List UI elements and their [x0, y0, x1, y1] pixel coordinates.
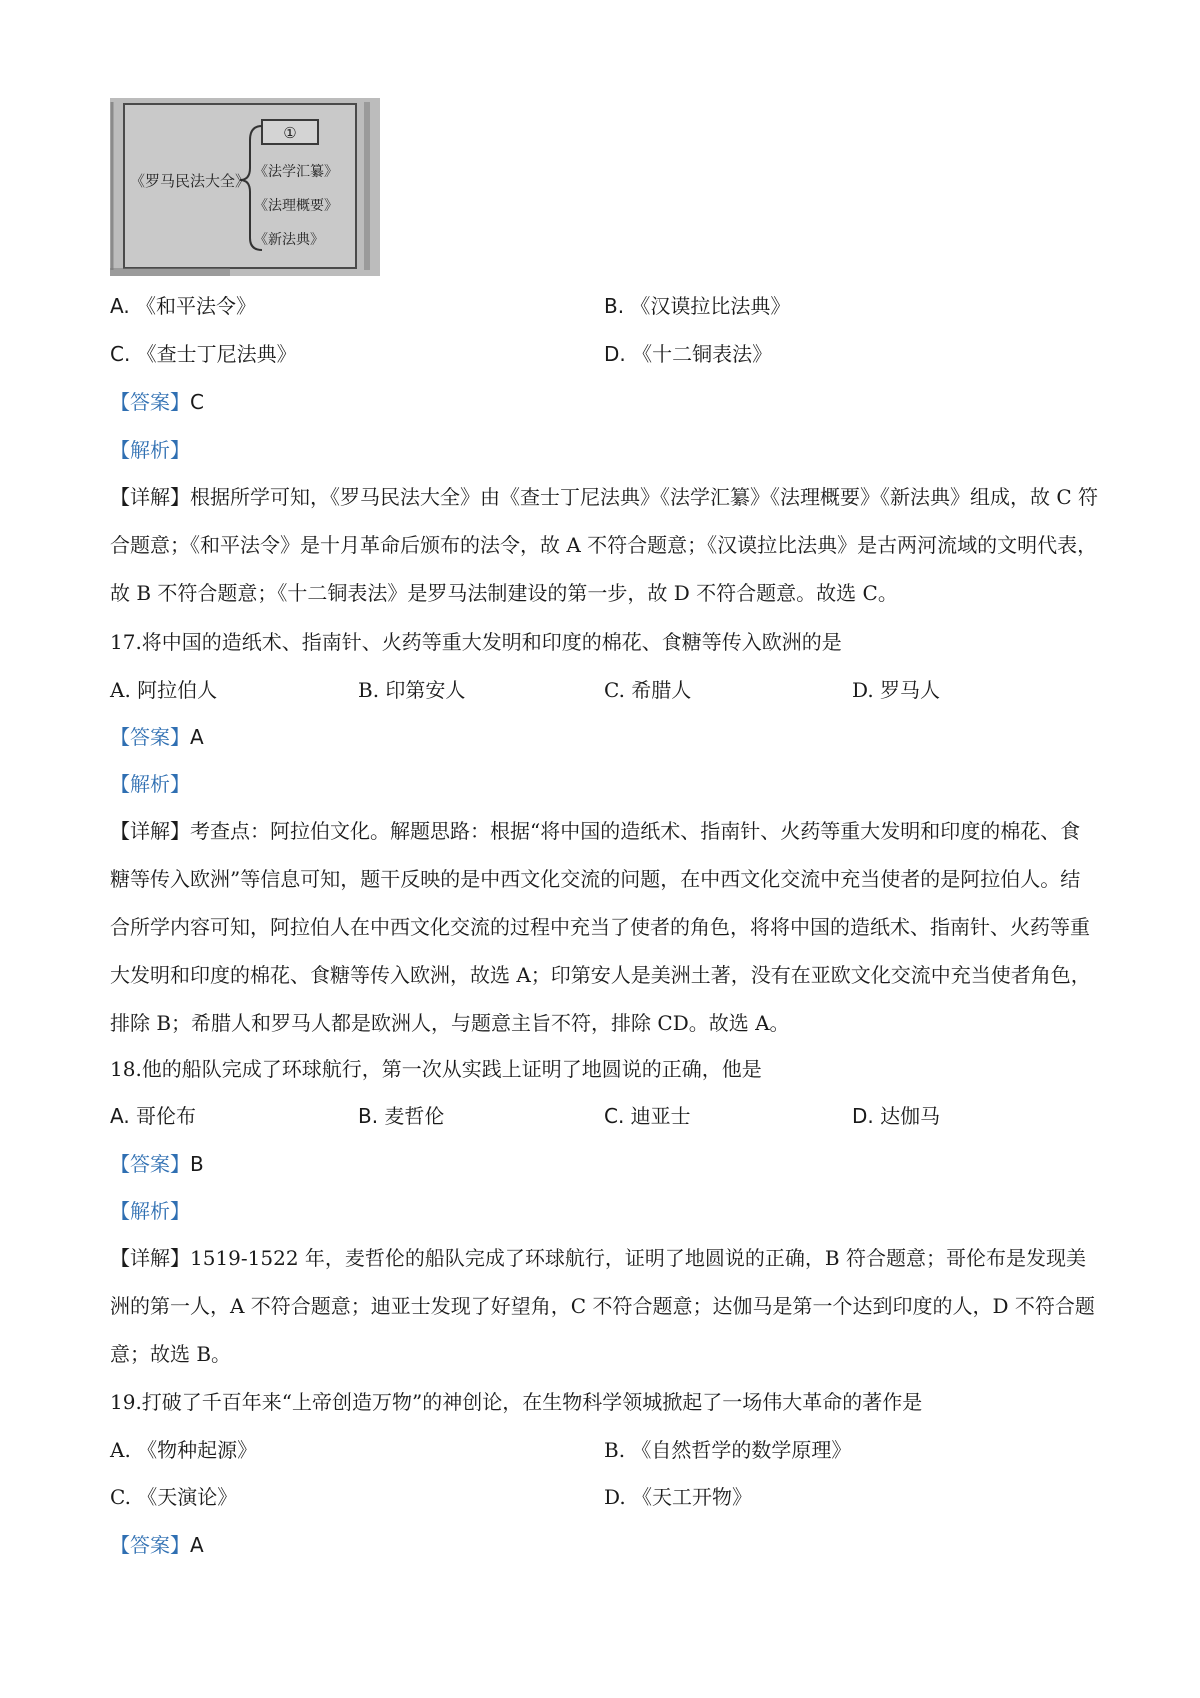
detail-tag: 【详解】 [110, 1246, 190, 1270]
q18-analysis [110, 1198, 1100, 1224]
diagram-item: 《法理概要》 [254, 198, 338, 214]
diagram-item: 《法学汇纂》 [254, 164, 338, 180]
q19-question: 19.打破了千百年来“上帝创造万物”的神创论，在生物科学领城掀起了一场伟大革命的著作是 [110, 1390, 923, 1414]
q17-question: 17.将中国的造纸术、指南针、火药等重大发明和印度的棉花、食糖等传入欧洲的是 [110, 630, 842, 654]
circle-label: ① [283, 124, 297, 142]
detail-text: 考查点：阿拉伯文化。解题思路：根据“将中国的造纸术、指南针、火药等重大发明和印度的棉花、食糖等传入欧洲”等信息可知，题干反映的是中西文化交流的问题，在中西文化交流中充当使者的是阿拉伯人。结合所学内容可知，阿拉伯人在中西文化交流的过程中充当了使者的角色，将将中国的造纸术、指南针、火药等重大发明和印度的棉花、食糖等传入欧洲，故选 A；印第安人是美洲土著，没有在亚欧文化交流中充当使者角色，排除 B；希腊人和罗马人都是欧洲人，与题意主旨不符，排除 CD。故选 A。 [110, 819, 1091, 1035]
answer-value: C [190, 390, 204, 414]
diagram-item: 《新法典》 [254, 232, 324, 248]
q17-option-b: B. 印第安人 [358, 678, 466, 702]
diagram-svg [110, 98, 380, 276]
q16-option-d: D. 《十二铜表法》 [604, 342, 773, 366]
q16-analysis [110, 437, 1100, 463]
q18-option-c: C. 迪亚士 [604, 1104, 691, 1128]
q17-analysis [110, 771, 1100, 797]
q18-answer [110, 1151, 1100, 1177]
q17-detail [110, 807, 1100, 1047]
roman-law-diagram [110, 98, 380, 276]
detail-tag: 【详解】 [110, 819, 190, 843]
q19-option-a: A. 《物种起源》 [110, 1438, 258, 1462]
q19-option-b: B. 《自然哲学的数学原理》 [604, 1438, 852, 1462]
answer-tag: 【答案】 [110, 390, 190, 414]
q17-answer [110, 724, 1100, 750]
q18-option-a: A. 哥伦布 [110, 1104, 197, 1128]
answer-tag: 【答案】 [110, 1533, 190, 1557]
answer-value: A [190, 1533, 204, 1557]
detail-text: 1519-1522 年，麦哲伦的船队完成了环球航行，证明了地圆说的正确，B 符合题意；哥伦布是发现美洲的第一人，A 不符合题意；迪亚士发现了好望角，C 不符合题意；达伽马是第一个达到印度的人，D 不符合题意；故选 B。 [110, 1246, 1095, 1366]
answer-value: B [190, 1152, 204, 1176]
q19-option-d: D. 《天工开物》 [604, 1485, 753, 1509]
detail-text: 根据所学可知，《罗马民法大全》由《查士丁尼法典》《法学汇纂》《法理概要》《新法典》组成，故 C 符合题意；《和平法令》是十月革命后颁布的法令，故 A 不符合题意；《汉谟拉比法典》是古两河流域的文明代表，故 B 不符合题意；《十二铜表法》是罗马法制建设的第一步，故 D 不符合题意。故选 C。 [110, 485, 1099, 605]
q18-option-b: B. 麦哲伦 [358, 1104, 445, 1128]
analysis-tag: 【解析】 [110, 438, 190, 462]
q17-option-c: C. 希腊人 [604, 678, 692, 702]
q17-option-d: D. 罗马人 [852, 678, 941, 702]
answer-value: A [190, 725, 204, 749]
q16-option-a: A. 《和平法令》 [110, 294, 257, 318]
analysis-tag: 【解析】 [110, 1199, 190, 1223]
q18-option-d: D. 达伽马 [852, 1104, 941, 1128]
detail-tag: 【详解】 [110, 485, 190, 509]
main-label: 《罗马民法大全》 [130, 172, 251, 190]
q19-answer [110, 1532, 1100, 1558]
analysis-tag: 【解析】 [110, 772, 190, 796]
q19-option-c: C. 《天演论》 [110, 1485, 238, 1509]
q16-option-c: C. 《查士丁尼法典》 [110, 342, 297, 366]
q18-detail [110, 1234, 1100, 1378]
q16-detail [110, 473, 1100, 617]
q16-answer [110, 389, 1100, 415]
q18-question: 18.他的船队完成了环球航行，第一次从实践上证明了地圆说的正确，他是 [110, 1057, 762, 1081]
q17-option-a: A. 阿拉伯人 [110, 678, 218, 702]
answer-tag: 【答案】 [110, 725, 190, 749]
answer-tag: 【答案】 [110, 1152, 190, 1176]
q16-option-b: B. 《汉谟拉比法典》 [604, 294, 791, 318]
